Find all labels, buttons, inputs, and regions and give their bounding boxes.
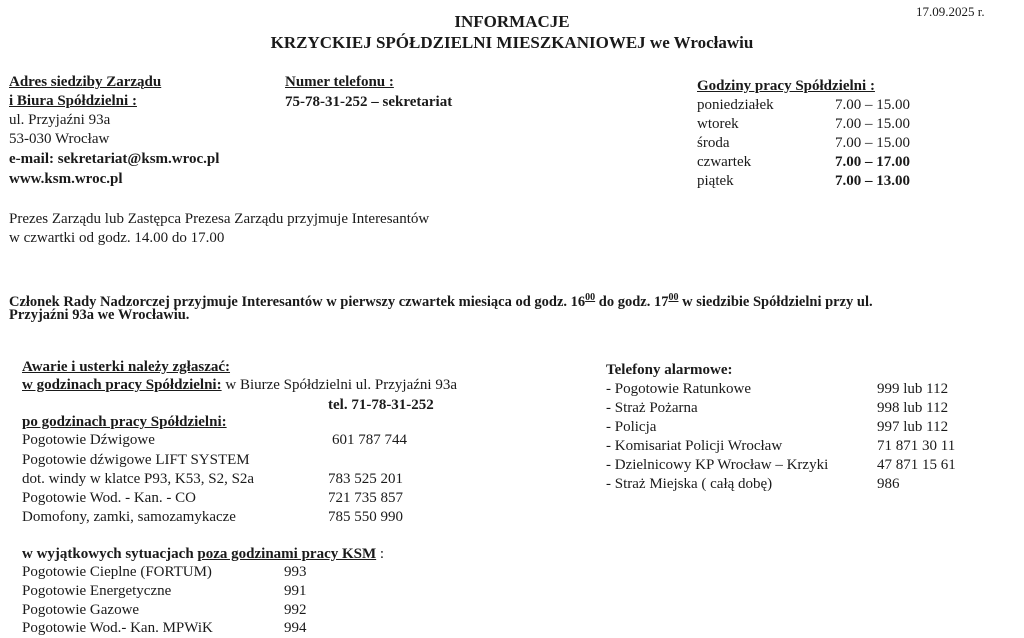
- hours-day: środa: [697, 135, 730, 151]
- hours-row: [697, 134, 910, 153]
- hours-row: [697, 115, 910, 134]
- alarm-item-number: 999 lub 112: [877, 381, 949, 397]
- alarm-item-name: - Straż Miejska ( całą dobę): [606, 476, 773, 492]
- except-item-name: Pogotowie Gazowe: [22, 602, 140, 618]
- alarm-item-name: - Policja: [606, 419, 657, 435]
- hours-time: 7.00 – 15.00: [835, 135, 910, 151]
- hours-day: czwartek: [697, 154, 752, 170]
- address-heading-1: Adres siedziby Zarządu: [9, 74, 162, 90]
- address-street: ul. Przyjaźni 93a: [9, 112, 111, 128]
- except-item-name: Pogotowie Cieplne (FORTUM): [22, 564, 212, 580]
- hours-time: 7.00 – 13.00: [835, 173, 910, 189]
- awarie-work-phone: tel. 71-78-31-252: [328, 397, 434, 413]
- awarie-after-label: po godzinach pracy Spółdzielni:: [22, 414, 227, 430]
- hours-table: [697, 96, 910, 191]
- after-item-number: 783 525 201: [328, 471, 403, 487]
- title-line-1: INFORMACJE: [454, 12, 570, 31]
- alarm-item-number: 986: [877, 476, 900, 492]
- prezes-line-2: w czwartki od godz. 14.00 do 17.00: [9, 230, 225, 246]
- alarm-item-number: 997 lub 112: [877, 419, 949, 435]
- awarie-work-hours-label: w godzinach pracy Spółdzielni:: [22, 377, 222, 393]
- alarm-item-number: 47 871 15 61: [877, 457, 956, 473]
- address-city: 53-030 Wrocław: [9, 131, 110, 147]
- alarm-item-name: - Pogotowie Ratunkowe: [606, 381, 751, 397]
- except-label-pre: w wyjątkowych sytuacjach: [22, 546, 194, 562]
- alarm-item-name: - Komisariat Policji Wrocław: [606, 438, 783, 454]
- prezes-line-1: Prezes Zarządu lub Zastępca Prezesa Zarządu przyjmuje Interesantów: [9, 211, 430, 227]
- hours-day: poniedziałek: [697, 97, 774, 113]
- except-label-mid: poza godzinami pracy KSM: [197, 546, 377, 562]
- rada-sup-2: 00: [668, 292, 679, 303]
- except-item-number: 993: [284, 564, 307, 580]
- hours-day: wtorek: [697, 116, 739, 132]
- except-label-post: :: [376, 546, 385, 562]
- awarie-work-hours-text: w Biurze Spółdzielni ul. Przyjaźni 93a: [221, 377, 457, 393]
- after-item-name: Pogotowie Dźwigowe: [22, 432, 155, 448]
- title-line-2: KRZYCKIEJ SPÓŁDZIELNI MIESZKANIOWEJ we Wrocławiu: [270, 33, 754, 52]
- awarie-work-hours: [22, 376, 457, 395]
- except-item-name: Pogotowie Wod.- Kan. MPWiK: [22, 620, 213, 636]
- hours-row: [697, 153, 910, 172]
- alarm-item-name: - Dzielnicowy KP Wrocław – Krzyki: [606, 457, 829, 473]
- hours-time: 7.00 – 15.00: [835, 116, 910, 132]
- after-item-number: 601 787 744: [332, 432, 407, 448]
- phone-heading: Numer telefonu :: [285, 74, 394, 90]
- hours-time: 7.00 – 17.00: [835, 154, 910, 170]
- after-item-name: dot. windy w klatce P93, K53, S2, S2a: [22, 471, 255, 487]
- hours-row: [697, 96, 910, 115]
- email-link[interactable]: e-mail: sekretariat@ksm.wroc.pl: [9, 151, 220, 167]
- after-item-name: Pogotowie Wod. - Kan. - CO: [22, 490, 196, 506]
- phone-value: 75-78-31-252 – sekretariat: [285, 94, 453, 110]
- after-item-name: Pogotowie dźwigowe LIFT SYSTEM: [22, 452, 250, 468]
- rada-text-3: w siedzibie Spółdzielni przy ul.: [678, 293, 873, 310]
- hours-heading: Godziny pracy Spółdzielni :: [697, 78, 875, 94]
- document-date: 17.09.2025 r.: [916, 4, 985, 19]
- hours-time: 7.00 – 15.00: [835, 97, 910, 113]
- except-item-number: 991: [284, 583, 307, 599]
- website-link[interactable]: www.ksm.wroc.pl: [9, 171, 123, 187]
- hours-row: [697, 172, 910, 191]
- alarm-item-number: 71 871 30 11: [877, 438, 956, 454]
- rada-sup-1: 00: [585, 292, 596, 303]
- after-item-name: Domofony, zamki, samozamykacze: [22, 509, 236, 525]
- awarie-heading: Awarie i usterki należy zgłaszać:: [22, 359, 231, 375]
- except-item-number: 992: [284, 602, 307, 618]
- after-item-number: 785 550 990: [328, 509, 403, 525]
- rada-line-2: Przyjaźni 93a we Wrocławiu.: [9, 307, 190, 323]
- hours-day: piątek: [697, 173, 734, 189]
- alarm-item-name: - Straż Pożarna: [606, 400, 698, 416]
- rada-text-2: do godz. 17: [595, 293, 669, 310]
- alarm-heading: Telefony alarmowe:: [606, 362, 733, 378]
- after-item-number: 721 735 857: [328, 490, 403, 506]
- except-label: [22, 545, 384, 564]
- except-item-name: Pogotowie Energetyczne: [22, 583, 172, 599]
- except-item-number: 994: [284, 620, 307, 636]
- alarm-item-number: 998 lub 112: [877, 400, 949, 416]
- address-heading-2: i Biura Spółdzielni :: [9, 93, 137, 109]
- rada-text-1: Członek Rady Nadzorczej przyjmuje Interesantów w pierwszy czwartek miesiąca od godz. 16: [9, 293, 586, 310]
